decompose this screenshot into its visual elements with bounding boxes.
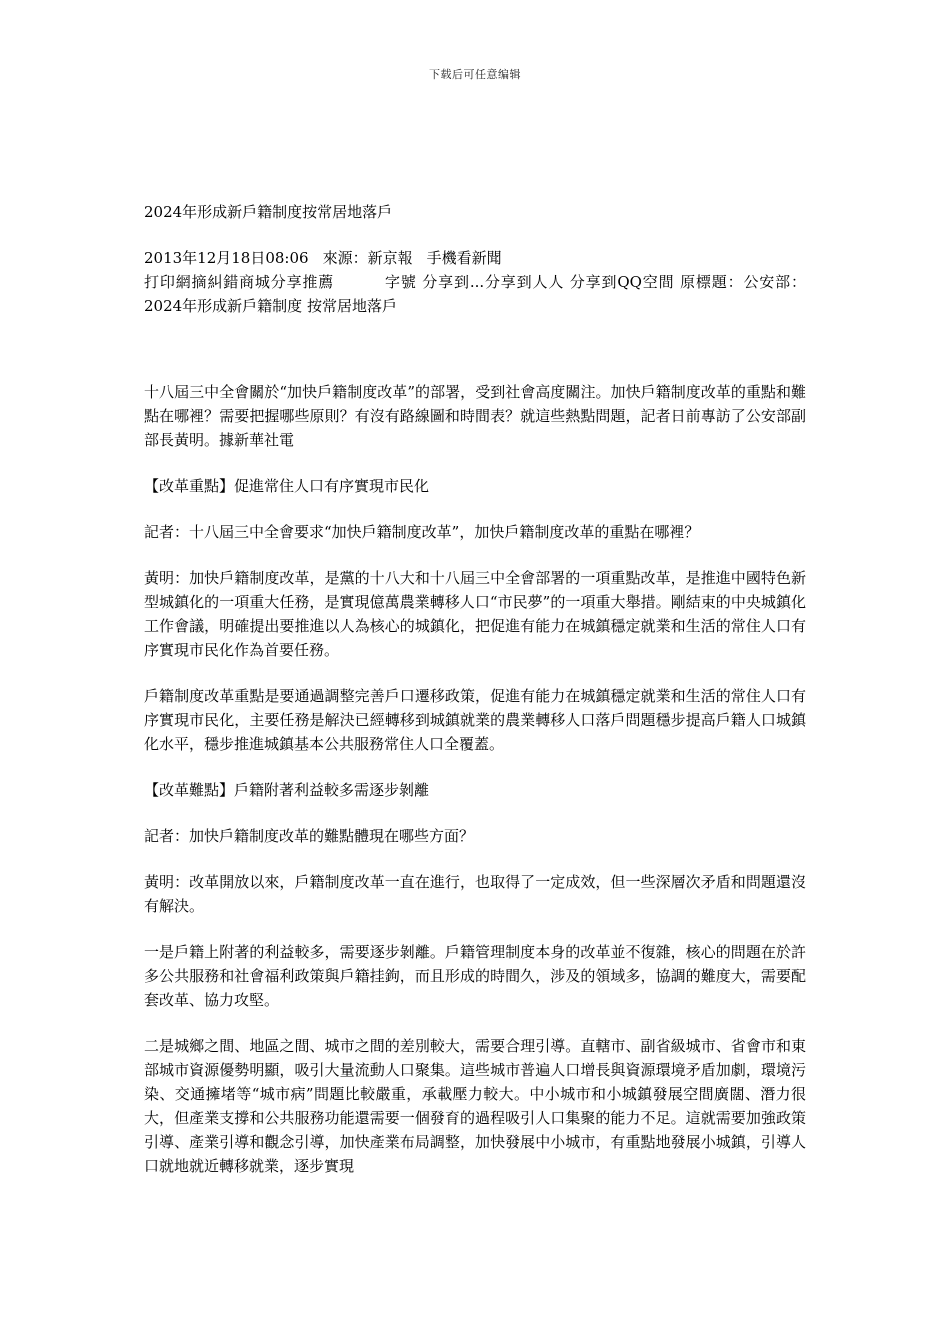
paragraph-reform-focus-detail: 戶籍制度改革重點是要通過調整完善戶口遷移政策，促進有能力在城鎮穩定就業和生活的常住人口有序實現市民化，主要任務是解決已經轉移到城鎮就業的農業轉移人口落戶問題穩步提高戶籍人口城鎮化水平，穩步推進城鎮基本公共服務常住人口全覆蓋。 xyxy=(144,687,806,753)
paragraph-question-2: 記者：加快戶籍制度改革的難點體現在哪些方面？ xyxy=(144,827,475,845)
paragraph-point-2: 二是城鄉之間、地區之間、城市之間的差別較大，需要合理引導。直轄市、副省級城市、省會市和東部城市資源優勢明顯，吸引大量流動人口聚集。這些城市普遍人口增長與資源環境矛盾加劇，環境污染、交通擁堵等“城市病”問題比較嚴重，承載壓力較大。中小城市和小城鎮發展空間廣闊、潛力很大，但產業支撐和公共服務功能還需要一個發育的過程吸引人口集聚的能力不足。這就需要加強政策引導、產業引導和觀念引導，加快產業布局調整，加快發展中小城市，有重點地發展小城鎮，引導人口就地就近轉移就業，逐步實現 xyxy=(144,1037,806,1175)
paragraph-intro: 十八屆三中全會關於“加快戶籍制度改革”的部署，受到社會高度關注。加快戶籍制度改革的重點和難點在哪裡？需要把握哪些原則？有沒有路線圖和時間表？就這些熱點問題，記者日前專訪了公安部副部長黃明。據新華社電 xyxy=(144,383,806,449)
section-heading-reform-difficulty: 【改革難點】戶籍附著利益較多需逐步剝離 xyxy=(144,781,430,799)
article-title: 2024年形成新戶籍制度按常居地落戶 xyxy=(144,203,393,221)
share-options-text[interactable]: 字號 分享到...分享到人人 分享到QQ空間 原標題：公安部：2024年形成新戶籍制度 按常居地落戶 xyxy=(144,273,806,315)
mobile-news-link[interactable]: 手機看新聞 xyxy=(426,249,502,267)
paragraph-answer-2: 黃明：改革開放以來，戶籍制度改革一直在進行，也取得了一定成效，但一些深層次矛盾和問題還沒有解決。 xyxy=(144,873,806,915)
article-meta xyxy=(144,246,806,270)
share-toolbar-text xyxy=(144,270,806,318)
share-links-text[interactable]: 打印網摘糾錯商城分享推薦 xyxy=(144,273,335,291)
paragraph-question-1: 記者：十八屆三中全會要求“加快戶籍制度改革”，加快戶籍制度改革的重點在哪裡？ xyxy=(144,523,700,541)
paragraph-point-1: 一是戶籍上附著的利益較多，需要逐步剝離。戶籍管理制度本身的改革並不復雜，核心的問題在於許多公共服務和社會福利政策與戶籍挂鉤，而且形成的時間久，涉及的領域多，協調的難度大，需要配套改革、協力攻堅。 xyxy=(144,943,806,1009)
article-body xyxy=(144,200,806,1200)
paragraph-answer-1: 黃明：加快戶籍制度改革，是黨的十八大和十八屆三中全會部署的一項重點改革，是推進中國特色新型城鎮化的一項重大任務，是實現億萬農業轉移人口“市民夢”的一項重大舉措。剛結束的中央城鎮化工作會議，明確提出要推進以人為核心的城鎮化，把促進有能力在城鎮穩定就業和生活的常住人口有序實現市民化作為首要任務。 xyxy=(144,569,806,659)
section-heading-reform-focus: 【改革重點】促進常住人口有序實現市民化 xyxy=(144,477,430,495)
article-datetime: 2013年12月18日08:06 xyxy=(144,249,309,267)
page-header-watermark: 下载后可任意编辑 xyxy=(429,68,521,81)
article-source: 來源：新京報 xyxy=(322,249,413,267)
